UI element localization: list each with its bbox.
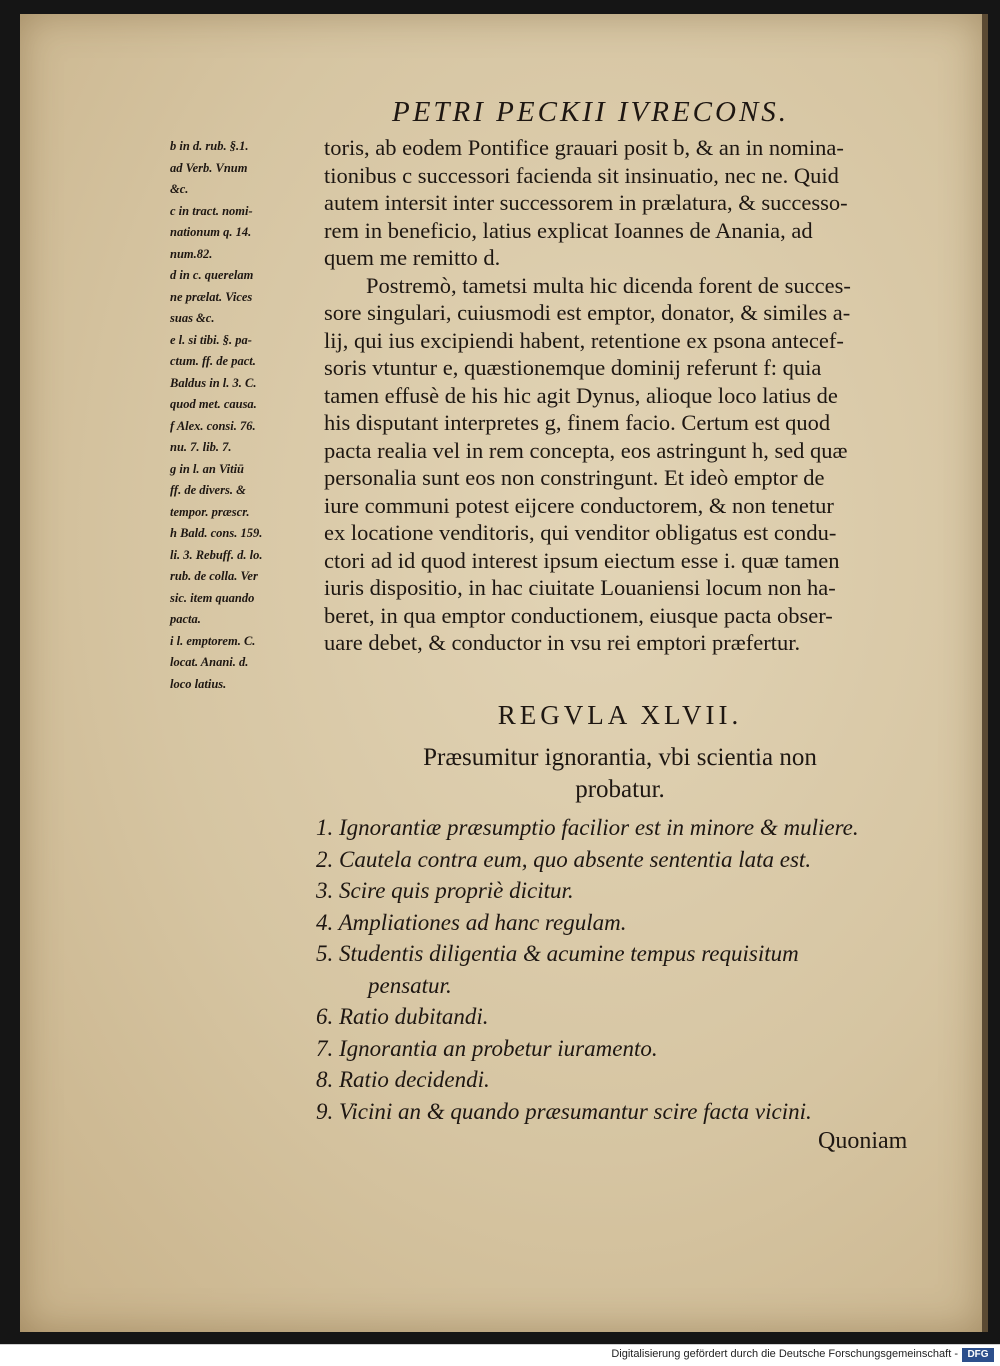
margin-note-line: pacta. [170,612,201,626]
margin-note-line: tempor. præscr. [170,504,250,519]
body-line: quem me remitto d. [324,245,501,270]
margin-note-line: ff. de divers. & [170,483,246,497]
dfg-logo-icon: DFG [962,1348,994,1362]
summary-item: 7. Ignorantia an probetur iuramento. [316,1035,658,1061]
body-line: tamen effusè de his hic agit Dynus, alioque loco latius de [324,382,838,408]
summary-item: 9. Vicini an & quando præsumantur scire facta vicini. [316,1098,812,1124]
margin-note-line: i l. emptorem. C. [170,633,256,648]
margin-note-line: li. 3. Rebuff. d. lo. [170,547,263,562]
margin-note-line: &c. [170,182,189,196]
margin-note-line: nu. 7. lib. 7. [170,440,232,454]
margin-note-line: locat. Anani. d. [170,655,249,669]
summary-item-continuation: pensatur. [368,972,452,998]
body-line: personalia sunt eos non constringunt. Et ideò emptor de [324,465,825,490]
rule-subheading-line: probatur. [575,776,665,803]
summary-item: 8. Ratio decidendi. [316,1067,490,1092]
margin-note-line: quod met. causa. [170,397,257,411]
body-line: toris, ab eodem Pontifice grauari posit b, & an in nomina- [324,135,844,160]
summary-item: 3. Scire quis propriè dicitur. [316,878,574,903]
footer-credit: Digitalisierung gefördert durch die Deutsche Forschungsgemeinschaft - [611,1348,958,1360]
summary-item: 5. Studentis diligentia & acumine tempus requisitum [316,941,799,966]
body-line: iure communi potest eijcere conductorem, & non tenetur [324,492,834,518]
body-line: lij, qui ius excipiendi habent, retentione ex psona antecef- [324,327,844,353]
margin-note-line: num.82. [170,246,213,261]
catchword: Quoniam [818,1128,908,1154]
rule-subheading [360,742,880,806]
summary-item: 2. Cautela contra eum, quo absente sententia lata est. [316,846,812,872]
body-line: uare debet, & conductor in vsu rei emptori præfertur. [324,630,801,655]
body-line: soris vtuntur e, quæstionemque dominij referunt f: quia [324,355,822,380]
summary-item: 6. Ratio dubitandi. [316,1004,489,1029]
summary-list [316,812,956,1127]
rule-subheading-line: Præsumitur ignorantia, vbi scientia non [423,744,817,771]
margin-note-line: f Alex. consi. 76. [170,418,256,433]
margin-note-line: b in d. rub. §.1. [170,139,249,153]
running-head: PETRI PECKII IVRECONS. [392,96,790,128]
margin-note-line: ne prælat. Vices [170,289,253,304]
body-line: pacta realia vel in rem concepta, eos astringunt h, sed quæ [324,437,848,463]
margin-note-line: ad Verb. Vnum [170,160,248,175]
margin-note-line: suas &c. [170,311,215,325]
body-line: his disputant interpretes g, finem facio. Certum est quod [324,410,831,435]
margin-note-line: ctum. ff. de pact. [170,354,256,368]
body-line: ctori ad id quod interest ipsum eiectum esse i. quæ tamen [324,547,840,573]
margin-note-line: nationum q. 14. [170,225,252,239]
body-line: Postremò, tametsi multa hic dicenda forent de succes- [366,272,851,298]
margin-note-line: Baldus in l. 3. C. [170,375,257,390]
summary-item: 4. Ampliationes ad hanc regulam. [316,909,627,935]
margin-note-line: loco latius. [170,676,227,691]
body-line: ex locatione venditoris, qui venditor obligatus est condu- [324,520,837,545]
margin-note-line: e l. si tibi. §. pa- [170,332,252,347]
margin-note-line: c in tract. nomi- [170,203,253,218]
body-line: rem in beneficio, latius explicat Ioannes de Anania, ad [324,217,813,243]
margin-note-line: h Bald. cons. 159. [170,526,263,540]
rule-heading: REGVLA XLVII. [497,700,743,730]
margin-note-line: rub. de colla. Ver [170,569,258,583]
margin-note-line: sic. item quando [170,590,255,605]
body-line: autem intersit inter successorem in prælatura, & successo- [324,190,848,215]
scanned-page [20,14,988,1332]
footer-bar [0,1344,1000,1366]
summary-item: 1. Ignorantiæ præsumptio facilior est in minore & muliere. [316,815,859,840]
margin-note-line: d in c. querelam [170,268,254,282]
margin-notes [170,136,320,695]
body-line: iuris dispositio, in hac ciuitate Louaniensi locum non ha- [324,575,836,600]
margin-note-line: g in l. an Vitiū [170,461,244,476]
body-text [324,134,936,657]
body-line: sore singulari, cuiusmodi est emptor, donator, & similes a- [324,300,851,325]
body-line: tionibus c successori facienda sit insinuatio, nec ne. Quid [324,162,839,188]
body-line: beret, in qua emptor conductionem, eiusque pacta obser- [324,602,833,628]
